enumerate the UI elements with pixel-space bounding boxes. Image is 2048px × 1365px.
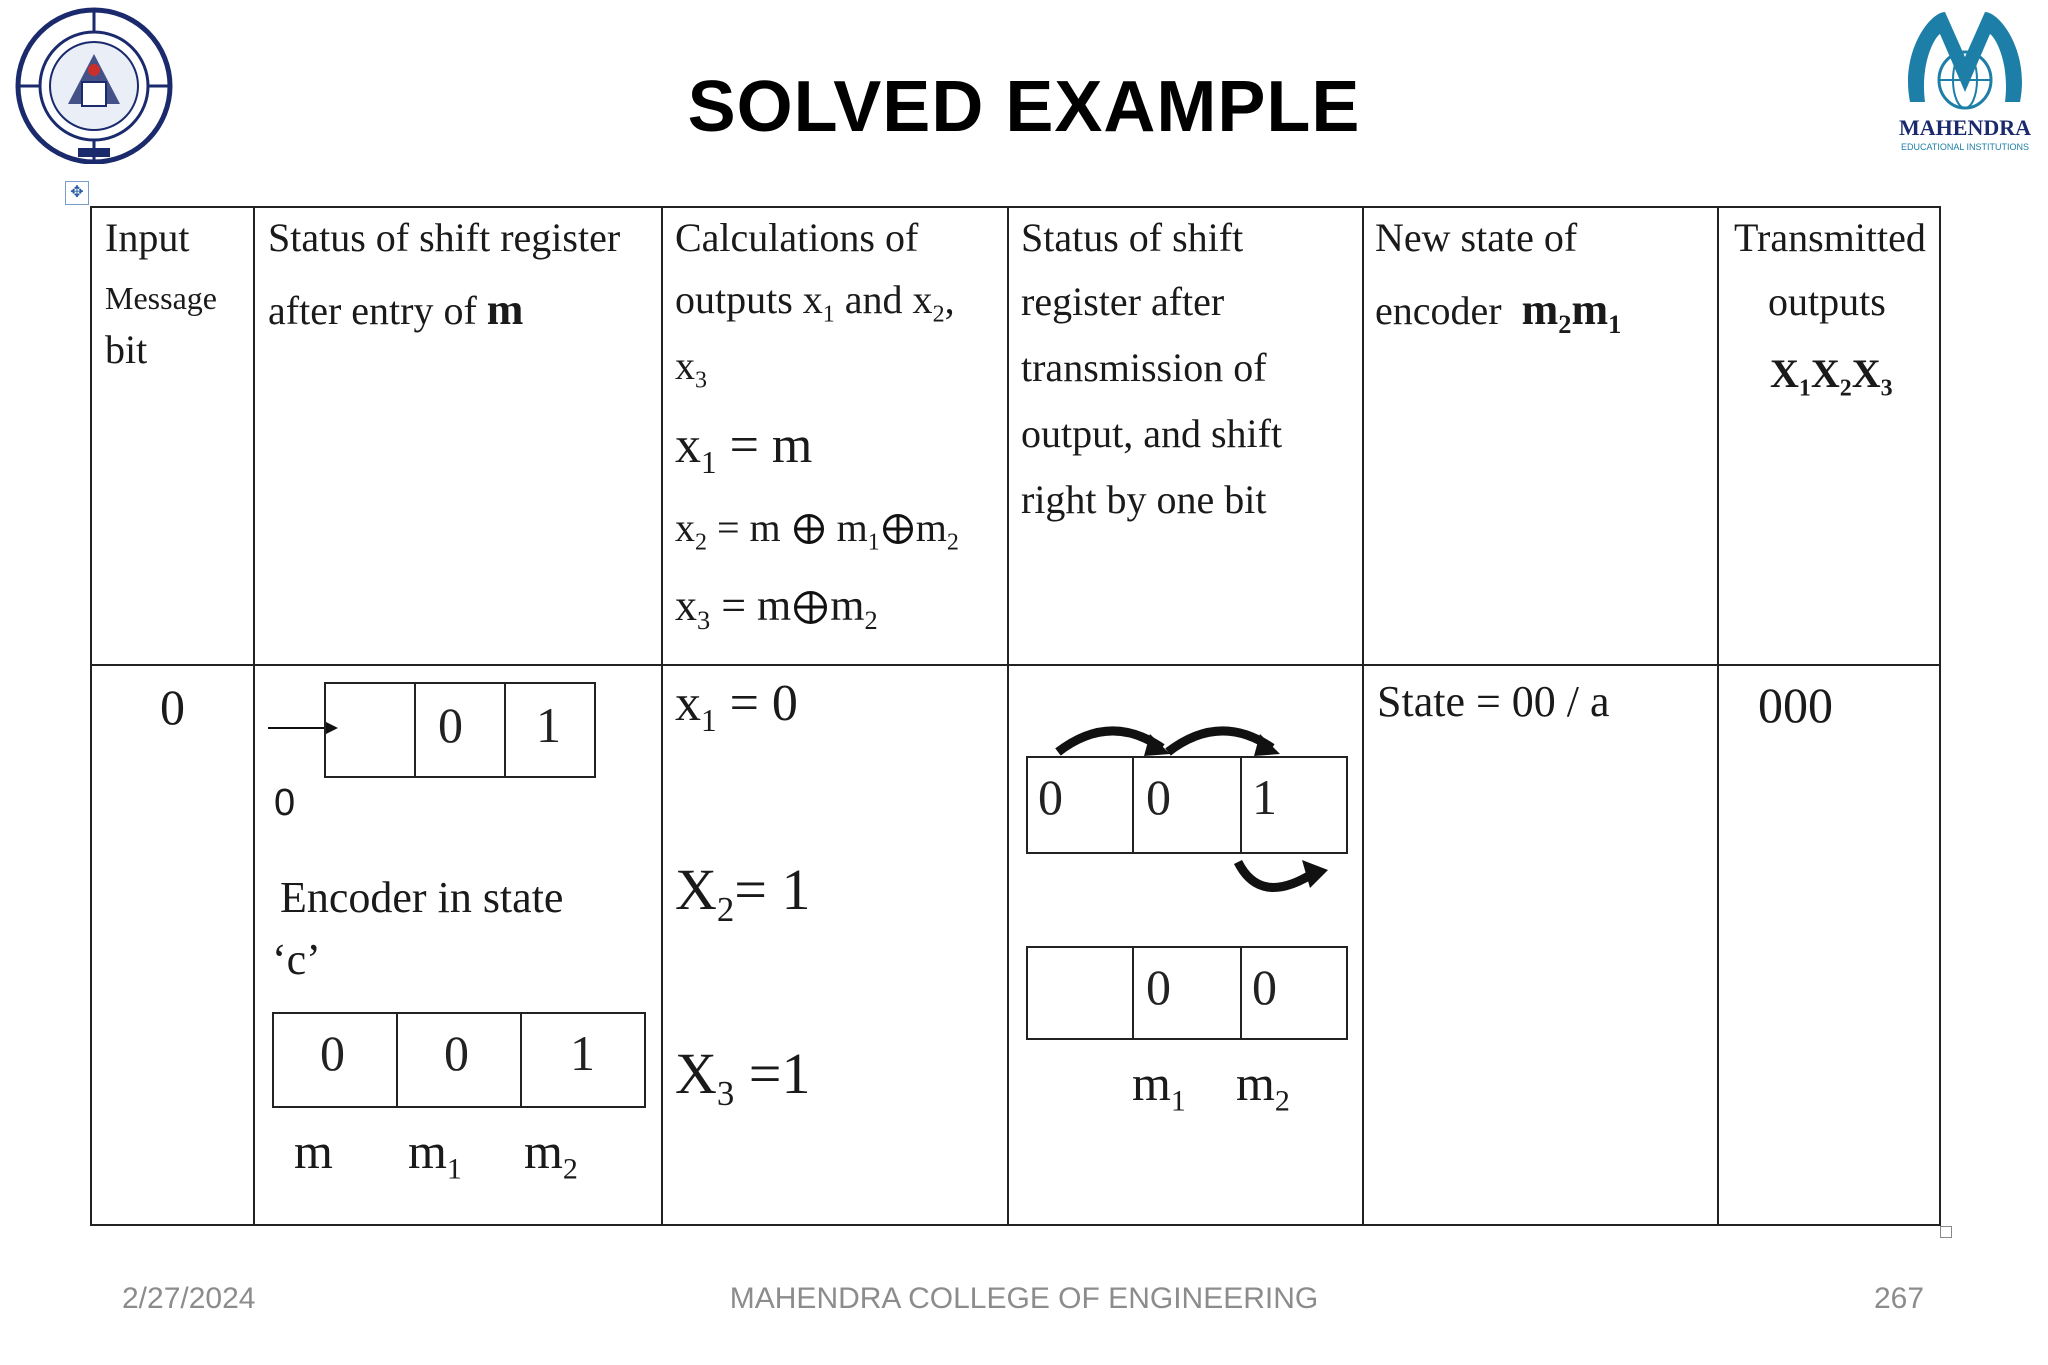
shift-out-arrow-icon [1230,856,1334,902]
new-state-value: State = 00 / a [1377,677,1610,726]
calc-x1: $x_1 = 0$ [675,675,798,738]
shift-register-entry: 0 1 [324,682,596,778]
equation-x1: $x_1 = m$ [675,417,813,480]
header-input: Input [105,215,190,260]
header-status-shift-l1: Status of shift [1021,215,1244,260]
shift-label-m1: $m_1$ [1132,1055,1186,1118]
shift-right-arrows-icon [1050,712,1290,758]
svg-text:EDUCATIONAL INSTITUTIONS: EDUCATIONAL INSTITUTIONS [1900,142,2030,152]
header-new-state: New state of [1375,215,1578,260]
footer-college-name: MAHENDRA COLLEGE OF ENGINEERING [729,1282,1319,1315]
header-transmitted: Transmitted [1734,215,1926,260]
encoder-state-text: Encoder in state [280,873,564,922]
shift-register: 0 0 1 [272,1012,646,1108]
header-status-shift-l5: right by one bit [1021,477,1267,522]
table-move-handle[interactable]: ✥ [65,181,89,205]
header-outputs-line: outputs $x_1$ and $x_2$, [675,277,955,328]
header-x1x2x3: $X_1X_2X_3$ [1770,351,1893,402]
header-status-shift-l3: transmission of [1021,345,1267,390]
xor-icon [794,591,827,624]
shift-register-before: 0 0 1 [1026,756,1348,854]
reg-label-m2: $m_2$ [524,1123,578,1186]
reg-label-m: m [294,1123,333,1179]
header-calculations: Calculations of [675,215,919,260]
shift-register-after: 0 0 [1026,946,1348,1040]
college-seal-logo [8,4,180,164]
header-after-entry: after entry of m [268,285,524,334]
header-message: Message [105,280,217,316]
reg-label-m1: $m_1$ [408,1123,462,1186]
shift-label-m2: $m_2$ [1236,1055,1290,1118]
encoder-state-value: ‘c’ [272,935,321,984]
input-bit-value: 0 [160,679,185,735]
calc-x2: $X_2= 1$ [675,857,811,930]
header-status-shift-l2: register after [1021,279,1225,324]
header-encoder: encoder $m_2m_1$ [1375,285,1622,340]
header-status-shift-l4: output, and shift [1021,411,1283,456]
slide-title: SOLVED EXAMPLE [687,67,1361,147]
entry-bit: 0 [274,782,296,824]
equation-x3: $x_3 = m$ $m_2$ [675,581,878,636]
header-status-shift-register: Status of shift register [268,215,621,260]
xor-icon [883,514,913,544]
equation-x2: $x_2 = m$ $m_1$ $m_2$ [675,505,959,556]
svg-text:MAHENDRA: MAHENDRA [1899,115,2031,140]
header-x3: $x_3$ [675,343,707,394]
header-outputs: outputs [1768,279,1886,324]
calc-x3: $X_3 =1$ [675,1041,811,1114]
institution-logo [1890,2,2040,162]
solved-example-table [90,206,1941,1226]
transmitted-value: 000 [1758,677,1833,733]
footer-date: 2/27/2024 [122,1282,256,1315]
header-bit: bit [105,327,148,372]
footer-page-number: 267 [1874,1282,1925,1315]
table-resize-handle[interactable] [1940,1226,1952,1238]
xor-icon [794,514,824,544]
